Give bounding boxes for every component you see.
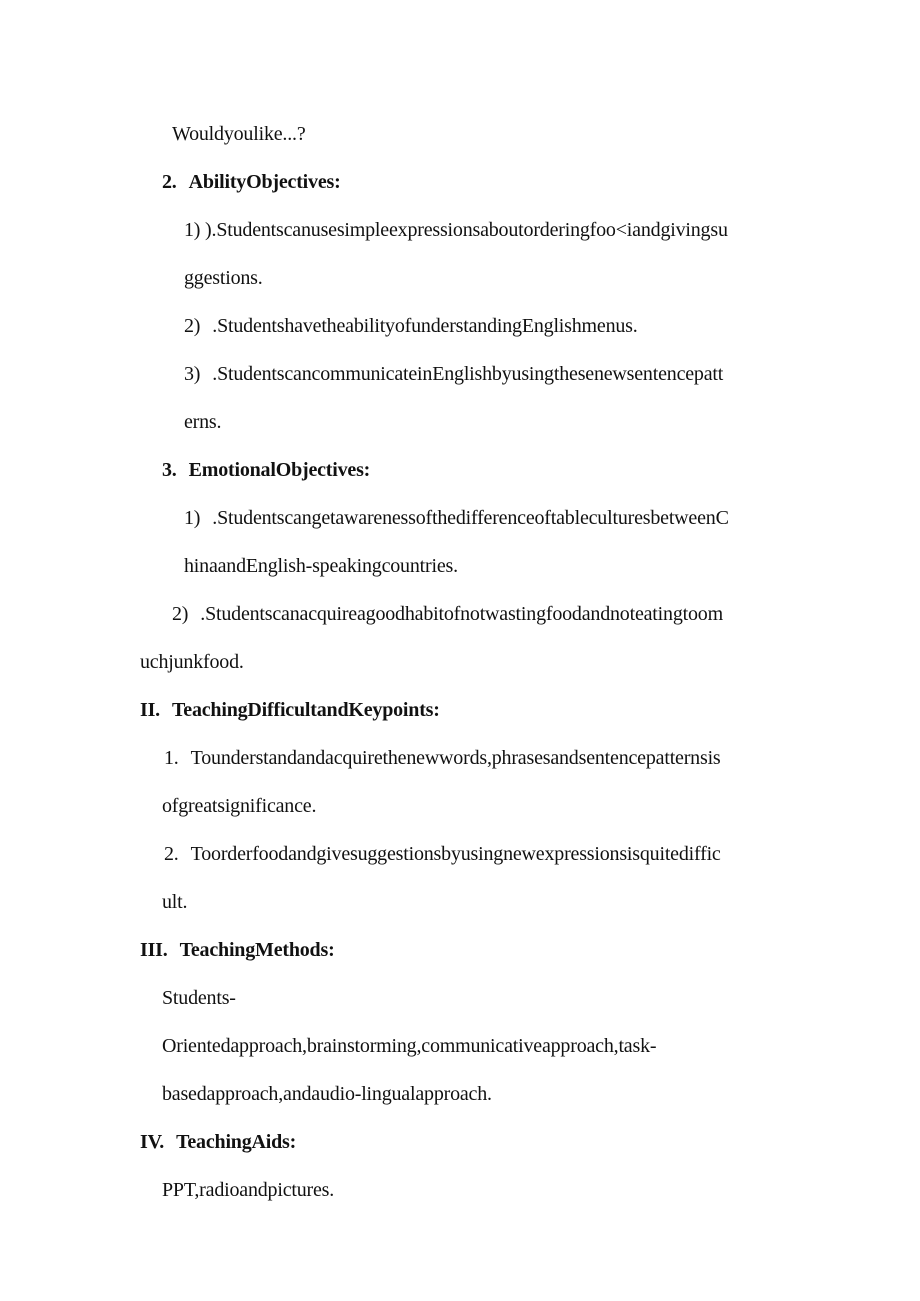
list-item-keypoint-1: 1. Tounderstandandacquirethenewwords,phrasesandsentencepatternsis	[164, 747, 721, 769]
list-item-keypoint-2: 2. Toorderfoodandgivesuggestionsbyusingnewexpressionsisquitediffic	[164, 843, 721, 865]
list-item-continuation: ult.	[162, 891, 188, 913]
continuation-text: Wouldyoulike...?	[172, 123, 306, 145]
list-item-continuation: ggestions.	[184, 267, 263, 289]
section-heading-teaching-aids: IV. TeachingAids:	[140, 1131, 297, 1153]
list-item-continuation: ofgreatsignificance.	[162, 795, 317, 817]
section-heading-teaching-methods: III. TeachingMethods:	[140, 939, 335, 961]
list-item-ability-3: 3) .StudentscancommunicateinEnglishbyusingthesenewsentencepatt	[184, 363, 724, 385]
section-heading-ability-objectives: 2. AbilityObjectives:	[162, 171, 341, 193]
methods-text: Orientedapproach,brainstorming,communicativeapproach,task-	[162, 1035, 657, 1057]
list-item-continuation: hinaandEnglish-speakingcountries.	[184, 555, 458, 577]
aids-text: PPT,radioandpictures.	[162, 1179, 335, 1201]
list-item-emotional-1: 1) .StudentscangetawarenessofthedifferenceoftableculturesbetweenC	[184, 507, 729, 529]
section-heading-emotional-objectives: 3. EmotionalObjectives:	[162, 459, 371, 481]
list-item-continuation: uchjunkfood.	[140, 651, 244, 673]
list-item-continuation: erns.	[184, 411, 222, 433]
methods-text: basedapproach,andaudio-lingualapproach.	[162, 1083, 492, 1105]
section-heading-difficult-keypoints: II. TeachingDifficultandKeypoints:	[140, 699, 440, 721]
methods-text: Students-	[162, 987, 236, 1009]
list-item-ability-1: 1) ).Studentscanusesimpleexpressionsaboutorderingfoo<iandgivingsu	[184, 219, 728, 241]
list-item-emotional-2: 2) .Studentscanacquireagoodhabitofnotwastingfoodandnoteatingtoom	[172, 603, 723, 625]
list-item-ability-2: 2) .StudentshavetheabilityofunderstandingEnglishmenus.	[184, 315, 638, 337]
